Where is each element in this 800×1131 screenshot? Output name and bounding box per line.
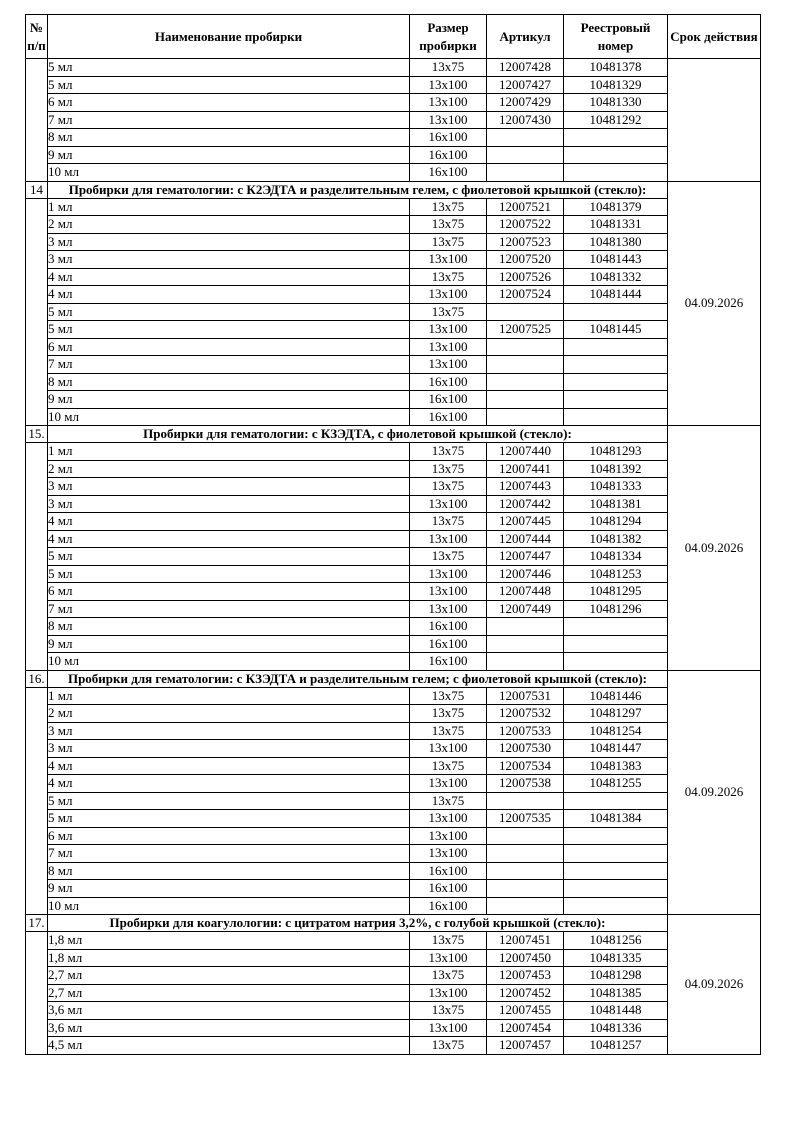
cell-tube-size: 13x100 [410, 530, 487, 548]
cell-reestr-number [564, 338, 668, 356]
table-row [26, 897, 761, 915]
cell-articul-number: 12007442 [487, 495, 564, 513]
cell-tube-size: 13x100 [410, 1019, 487, 1037]
table-row [26, 862, 761, 880]
section-header-row [26, 181, 761, 198]
table-row [26, 600, 761, 618]
cell-tube-size: 13x100 [410, 565, 487, 583]
cell-reestr-number: 10481257 [564, 1037, 668, 1055]
cell-tube-size: 13x100 [410, 845, 487, 863]
table-row [26, 268, 761, 286]
cell-articul-number: 12007452 [487, 984, 564, 1002]
section-title: Пробирки для гематологии: с КЗЭДТА, с фиолетовой крышкой (стекло): [48, 426, 668, 443]
table-row [26, 705, 761, 723]
cell-articul-number: 12007530 [487, 740, 564, 758]
cell-articul-number: 12007446 [487, 565, 564, 583]
section-validity-date [668, 59, 761, 182]
table-row [26, 845, 761, 863]
cell-reestr-number [564, 827, 668, 845]
table-row [26, 76, 761, 94]
cell-reestr-number: 10481292 [564, 111, 668, 129]
cell-tube-size: 13x75 [410, 478, 487, 496]
table-row [26, 880, 761, 898]
cell-tube-size: 13x75 [410, 687, 487, 705]
cell-tube-size: 13x75 [410, 757, 487, 775]
cell-reestr-number: 10481380 [564, 233, 668, 251]
cell-reestr-number [564, 880, 668, 898]
cell-reestr-number: 10481296 [564, 600, 668, 618]
cell-tube-name: 5 мл [48, 321, 410, 339]
row-number-cell [26, 443, 48, 671]
cell-tube-name: 8 мл [48, 129, 410, 147]
cell-articul-number: 12007520 [487, 251, 564, 269]
cell-tube-name: 7 мл [48, 845, 410, 863]
cell-articul-number: 12007531 [487, 687, 564, 705]
col-header-name: Наименование пробирки [48, 15, 410, 59]
cell-tube-size: 13x100 [410, 111, 487, 129]
cell-tube-size: 13x75 [410, 303, 487, 321]
cell-articul-number: 12007449 [487, 600, 564, 618]
cell-tube-name: 1,8 мл [48, 949, 410, 967]
cell-articul-number: 12007532 [487, 705, 564, 723]
cell-articul-number [487, 146, 564, 164]
cell-tube-size: 16x100 [410, 618, 487, 636]
cell-tube-size: 16x100 [410, 880, 487, 898]
cell-reestr-number: 10481333 [564, 478, 668, 496]
cell-tube-size: 13x100 [410, 949, 487, 967]
table-row [26, 967, 761, 985]
cell-reestr-number: 10481298 [564, 967, 668, 985]
cell-tube-name: 5 мл [48, 303, 410, 321]
cell-articul-number: 12007533 [487, 722, 564, 740]
cell-reestr-number: 10481392 [564, 460, 668, 478]
cell-tube-size: 16x100 [410, 897, 487, 915]
cell-tube-size: 13x75 [410, 705, 487, 723]
table-row [26, 949, 761, 967]
cell-articul-number [487, 338, 564, 356]
section-header-row [26, 915, 761, 932]
table-row [26, 356, 761, 374]
table-row [26, 443, 761, 461]
cell-reestr-number: 10481329 [564, 76, 668, 94]
cell-articul-number: 12007451 [487, 932, 564, 950]
table-row [26, 984, 761, 1002]
cell-articul-number: 12007535 [487, 810, 564, 828]
cell-reestr-number: 10481379 [564, 198, 668, 216]
table-row [26, 94, 761, 112]
cell-tube-size: 13x100 [410, 76, 487, 94]
table-row [26, 932, 761, 950]
section-header-row [26, 670, 761, 687]
table-row [26, 1002, 761, 1020]
cell-reestr-number: 10481447 [564, 740, 668, 758]
cell-tube-name: 5 мл [48, 76, 410, 94]
cell-articul-number [487, 897, 564, 915]
cell-tube-size: 13x75 [410, 233, 487, 251]
cell-tube-size: 13x100 [410, 338, 487, 356]
cell-tube-name: 8 мл [48, 373, 410, 391]
cell-tube-size: 13x75 [410, 792, 487, 810]
cell-tube-name: 1,8 мл [48, 932, 410, 950]
cell-tube-name: 6 мл [48, 827, 410, 845]
cell-tube-name: 4 мл [48, 286, 410, 304]
cell-tube-size: 13x100 [410, 583, 487, 601]
cell-reestr-number: 10481295 [564, 583, 668, 601]
table-row [26, 338, 761, 356]
cell-articul-number: 12007447 [487, 548, 564, 566]
cell-tube-size: 13x75 [410, 198, 487, 216]
cell-tube-size: 13x75 [410, 932, 487, 950]
cell-tube-size: 16x100 [410, 164, 487, 182]
cell-articul-number: 12007454 [487, 1019, 564, 1037]
cell-tube-name: 9 мл [48, 391, 410, 409]
cell-reestr-number: 10481336 [564, 1019, 668, 1037]
cell-reestr-number: 10481256 [564, 932, 668, 950]
cell-reestr-number: 10481254 [564, 722, 668, 740]
cell-reestr-number: 10481446 [564, 687, 668, 705]
cell-tube-name: 2,7 мл [48, 984, 410, 1002]
table-row [26, 198, 761, 216]
table-row [26, 321, 761, 339]
cell-tube-name: 3 мл [48, 495, 410, 513]
cell-articul-number [487, 303, 564, 321]
cell-tube-size: 13x100 [410, 251, 487, 269]
cell-tube-size: 16x100 [410, 635, 487, 653]
cell-articul-number: 12007450 [487, 949, 564, 967]
table-row [26, 146, 761, 164]
cell-tube-size: 16x100 [410, 408, 487, 426]
cell-reestr-number: 10481335 [564, 949, 668, 967]
cell-tube-name: 8 мл [48, 618, 410, 636]
table-row [26, 687, 761, 705]
cell-articul-number [487, 164, 564, 182]
section-number: 16. [26, 670, 48, 687]
cell-tube-size: 16x100 [410, 862, 487, 880]
cell-reestr-number: 10481331 [564, 216, 668, 234]
table-row [26, 233, 761, 251]
table-row [26, 129, 761, 147]
cell-reestr-number: 10481383 [564, 757, 668, 775]
cell-tube-size: 16x100 [410, 146, 487, 164]
table-row [26, 303, 761, 321]
table-row [26, 216, 761, 234]
table-row [26, 810, 761, 828]
table-row [26, 792, 761, 810]
col-header-articul: Артикул [487, 15, 564, 59]
cell-articul-number [487, 356, 564, 374]
cell-reestr-number: 10481255 [564, 775, 668, 793]
cell-tube-name: 4 мл [48, 757, 410, 775]
col-header-num: № п/п [26, 15, 48, 59]
cell-articul-number: 12007526 [487, 268, 564, 286]
section-number: 17. [26, 915, 48, 932]
table-row [26, 478, 761, 496]
cell-articul-number [487, 635, 564, 653]
cell-reestr-number [564, 845, 668, 863]
cell-tube-name: 8 мл [48, 862, 410, 880]
cell-reestr-number: 10481294 [564, 513, 668, 531]
cell-tube-name: 7 мл [48, 600, 410, 618]
cell-tube-name: 3 мл [48, 251, 410, 269]
cell-reestr-number: 10481378 [564, 59, 668, 77]
table-row [26, 373, 761, 391]
cell-reestr-number [564, 897, 668, 915]
cell-tube-name: 6 мл [48, 94, 410, 112]
cell-articul-number [487, 880, 564, 898]
cell-articul-number [487, 129, 564, 147]
cell-tube-name: 9 мл [48, 146, 410, 164]
section-validity-date: 04.09.2026 [668, 181, 761, 426]
cell-articul-number: 12007429 [487, 94, 564, 112]
cell-tube-size: 13x100 [410, 495, 487, 513]
table-row [26, 111, 761, 129]
cell-articul-number: 12007427 [487, 76, 564, 94]
cell-tube-name: 1 мл [48, 198, 410, 216]
cell-tube-name: 2 мл [48, 460, 410, 478]
table-row [26, 408, 761, 426]
cell-articul-number [487, 845, 564, 863]
cell-tube-name: 3,6 мл [48, 1019, 410, 1037]
cell-articul-number: 12007444 [487, 530, 564, 548]
table-row [26, 460, 761, 478]
table-row [26, 722, 761, 740]
cell-tube-name: 4 мл [48, 513, 410, 531]
cell-tube-name: 3 мл [48, 233, 410, 251]
table-header-row [26, 15, 761, 59]
cell-articul-number: 12007443 [487, 478, 564, 496]
cell-articul-number: 12007441 [487, 460, 564, 478]
cell-tube-size: 13x75 [410, 548, 487, 566]
cell-articul-number: 12007455 [487, 1002, 564, 1020]
row-number-cell [26, 687, 48, 915]
cell-reestr-number: 10481448 [564, 1002, 668, 1020]
cell-tube-name: 10 мл [48, 408, 410, 426]
cell-reestr-number: 10481381 [564, 495, 668, 513]
col-header-srok: Срок действия [668, 15, 761, 59]
col-header-size: Размер пробирки [410, 15, 487, 59]
cell-articul-number: 12007440 [487, 443, 564, 461]
cell-tube-size: 13x75 [410, 967, 487, 985]
table-row [26, 391, 761, 409]
cell-tube-name: 2 мл [48, 216, 410, 234]
table-row [26, 1037, 761, 1055]
table-row [26, 653, 761, 671]
cell-tube-name: 7 мл [48, 356, 410, 374]
cell-tube-size: 16x100 [410, 391, 487, 409]
table-row [26, 1019, 761, 1037]
cell-reestr-number: 10481385 [564, 984, 668, 1002]
cell-tube-name: 6 мл [48, 583, 410, 601]
cell-tube-name: 5 мл [48, 59, 410, 77]
cell-tube-name: 3 мл [48, 740, 410, 758]
cell-tube-name: 6 мл [48, 338, 410, 356]
section-title: Пробирки для гематологии: с КЗЭДТА и разделительным гелем; с фиолетовой крышкой (стекло): [48, 670, 668, 687]
cell-reestr-number [564, 653, 668, 671]
cell-tube-name: 3 мл [48, 478, 410, 496]
cell-articul-number: 12007538 [487, 775, 564, 793]
row-number-cell [26, 198, 48, 426]
table-row [26, 495, 761, 513]
cell-articul-number: 12007522 [487, 216, 564, 234]
cell-articul-number [487, 653, 564, 671]
cell-articul-number [487, 391, 564, 409]
cell-articul-number [487, 373, 564, 391]
cell-tube-name: 1 мл [48, 443, 410, 461]
cell-tube-size: 13x75 [410, 268, 487, 286]
table-body [26, 59, 761, 1055]
cell-reestr-number: 10481297 [564, 705, 668, 723]
cell-reestr-number [564, 303, 668, 321]
cell-reestr-number [564, 792, 668, 810]
section-validity-date: 04.09.2026 [668, 426, 761, 671]
cell-articul-number: 12007534 [487, 757, 564, 775]
cell-articul-number [487, 862, 564, 880]
cell-reestr-number: 10481445 [564, 321, 668, 339]
cell-reestr-number [564, 635, 668, 653]
section-title: Пробирки для коагулологии: с цитратом натрия 3,2%, с голубой крышкой (стекло): [48, 915, 668, 932]
cell-tube-name: 9 мл [48, 635, 410, 653]
cell-tube-name: 5 мл [48, 810, 410, 828]
cell-reestr-number [564, 164, 668, 182]
section-validity-date: 04.09.2026 [668, 915, 761, 1055]
cell-tube-size: 13x75 [410, 1037, 487, 1055]
cell-tube-name: 5 мл [48, 792, 410, 810]
cell-tube-name: 5 мл [48, 565, 410, 583]
table-row [26, 513, 761, 531]
cell-tube-size: 13x100 [410, 740, 487, 758]
section-header-row [26, 426, 761, 443]
cell-tube-name: 3,6 мл [48, 1002, 410, 1020]
table-row [26, 565, 761, 583]
cell-reestr-number [564, 618, 668, 636]
cell-tube-name: 2,7 мл [48, 967, 410, 985]
cell-tube-name: 4,5 мл [48, 1037, 410, 1055]
section-title: Пробирки для гематологии: с К2ЭДТА и разделительным гелем, с фиолетовой крышкой (стекло): [48, 181, 668, 198]
cell-articul-number: 12007457 [487, 1037, 564, 1055]
cell-tube-size: 16x100 [410, 653, 487, 671]
table-row [26, 286, 761, 304]
table-row [26, 775, 761, 793]
cell-reestr-number [564, 862, 668, 880]
cell-articul-number: 12007445 [487, 513, 564, 531]
section-number: 14 [26, 181, 48, 198]
cell-tube-size: 13x100 [410, 810, 487, 828]
cell-tube-size: 13x100 [410, 984, 487, 1002]
cell-tube-name: 4 мл [48, 268, 410, 286]
table-row [26, 618, 761, 636]
table-row [26, 59, 761, 77]
section-validity-date: 04.09.2026 [668, 670, 761, 915]
cell-articul-number [487, 618, 564, 636]
cell-tube-size: 13x100 [410, 356, 487, 374]
cell-tube-name: 1 мл [48, 687, 410, 705]
cell-tube-name: 7 мл [48, 111, 410, 129]
cell-reestr-number: 10481253 [564, 565, 668, 583]
cell-tube-name: 4 мл [48, 775, 410, 793]
cell-articul-number [487, 827, 564, 845]
table-row [26, 740, 761, 758]
cell-reestr-number: 10481382 [564, 530, 668, 548]
col-header-reestr: Реестровый номер [564, 15, 668, 59]
cell-reestr-number [564, 146, 668, 164]
cell-articul-number [487, 792, 564, 810]
cell-tube-size: 13x75 [410, 1002, 487, 1020]
cell-tube-size: 13x100 [410, 827, 487, 845]
cell-tube-size: 13x75 [410, 722, 487, 740]
cell-tube-size: 13x75 [410, 216, 487, 234]
table-row [26, 548, 761, 566]
cell-reestr-number: 10481330 [564, 94, 668, 112]
cell-reestr-number: 10481293 [564, 443, 668, 461]
cell-reestr-number [564, 391, 668, 409]
table-row [26, 164, 761, 182]
cell-tube-size: 13x75 [410, 59, 487, 77]
table-row [26, 251, 761, 269]
cell-reestr-number [564, 373, 668, 391]
cell-tube-size: 16x100 [410, 373, 487, 391]
cell-reestr-number: 10481384 [564, 810, 668, 828]
cell-articul-number [487, 408, 564, 426]
cell-tube-name: 9 мл [48, 880, 410, 898]
cell-tube-size: 13x100 [410, 94, 487, 112]
table-row [26, 827, 761, 845]
cell-articul-number: 12007525 [487, 321, 564, 339]
cell-reestr-number: 10481444 [564, 286, 668, 304]
table-row [26, 530, 761, 548]
cell-tube-name: 10 мл [48, 897, 410, 915]
cell-tube-size: 13x75 [410, 443, 487, 461]
cell-articul-number: 12007523 [487, 233, 564, 251]
cell-tube-name: 10 мл [48, 164, 410, 182]
cell-articul-number: 12007521 [487, 198, 564, 216]
cell-tube-size: 13x100 [410, 775, 487, 793]
cell-tube-name: 4 мл [48, 530, 410, 548]
cell-reestr-number: 10481443 [564, 251, 668, 269]
table-row [26, 757, 761, 775]
cell-tube-size: 16x100 [410, 129, 487, 147]
row-number-cell [26, 932, 48, 1055]
cell-reestr-number [564, 408, 668, 426]
cell-reestr-number: 10481332 [564, 268, 668, 286]
cell-tube-size: 13x100 [410, 321, 487, 339]
cell-articul-number: 12007448 [487, 583, 564, 601]
cell-tube-name: 3 мл [48, 722, 410, 740]
table-row [26, 583, 761, 601]
cell-reestr-number [564, 356, 668, 374]
cell-tube-name: 2 мл [48, 705, 410, 723]
table-row [26, 635, 761, 653]
row-number-cell [26, 59, 48, 182]
cell-articul-number: 12007453 [487, 967, 564, 985]
cell-tube-size: 13x75 [410, 460, 487, 478]
cell-articul-number: 12007524 [487, 286, 564, 304]
section-number: 15. [26, 426, 48, 443]
cell-tube-name: 10 мл [48, 653, 410, 671]
cell-reestr-number: 10481334 [564, 548, 668, 566]
cell-tube-size: 13x75 [410, 513, 487, 531]
cell-articul-number: 12007430 [487, 111, 564, 129]
cell-tube-name: 5 мл [48, 548, 410, 566]
cell-reestr-number [564, 129, 668, 147]
cell-tube-size: 13x100 [410, 286, 487, 304]
cell-tube-size: 13x100 [410, 600, 487, 618]
tubes-table [25, 14, 761, 1055]
cell-articul-number: 12007428 [487, 59, 564, 77]
